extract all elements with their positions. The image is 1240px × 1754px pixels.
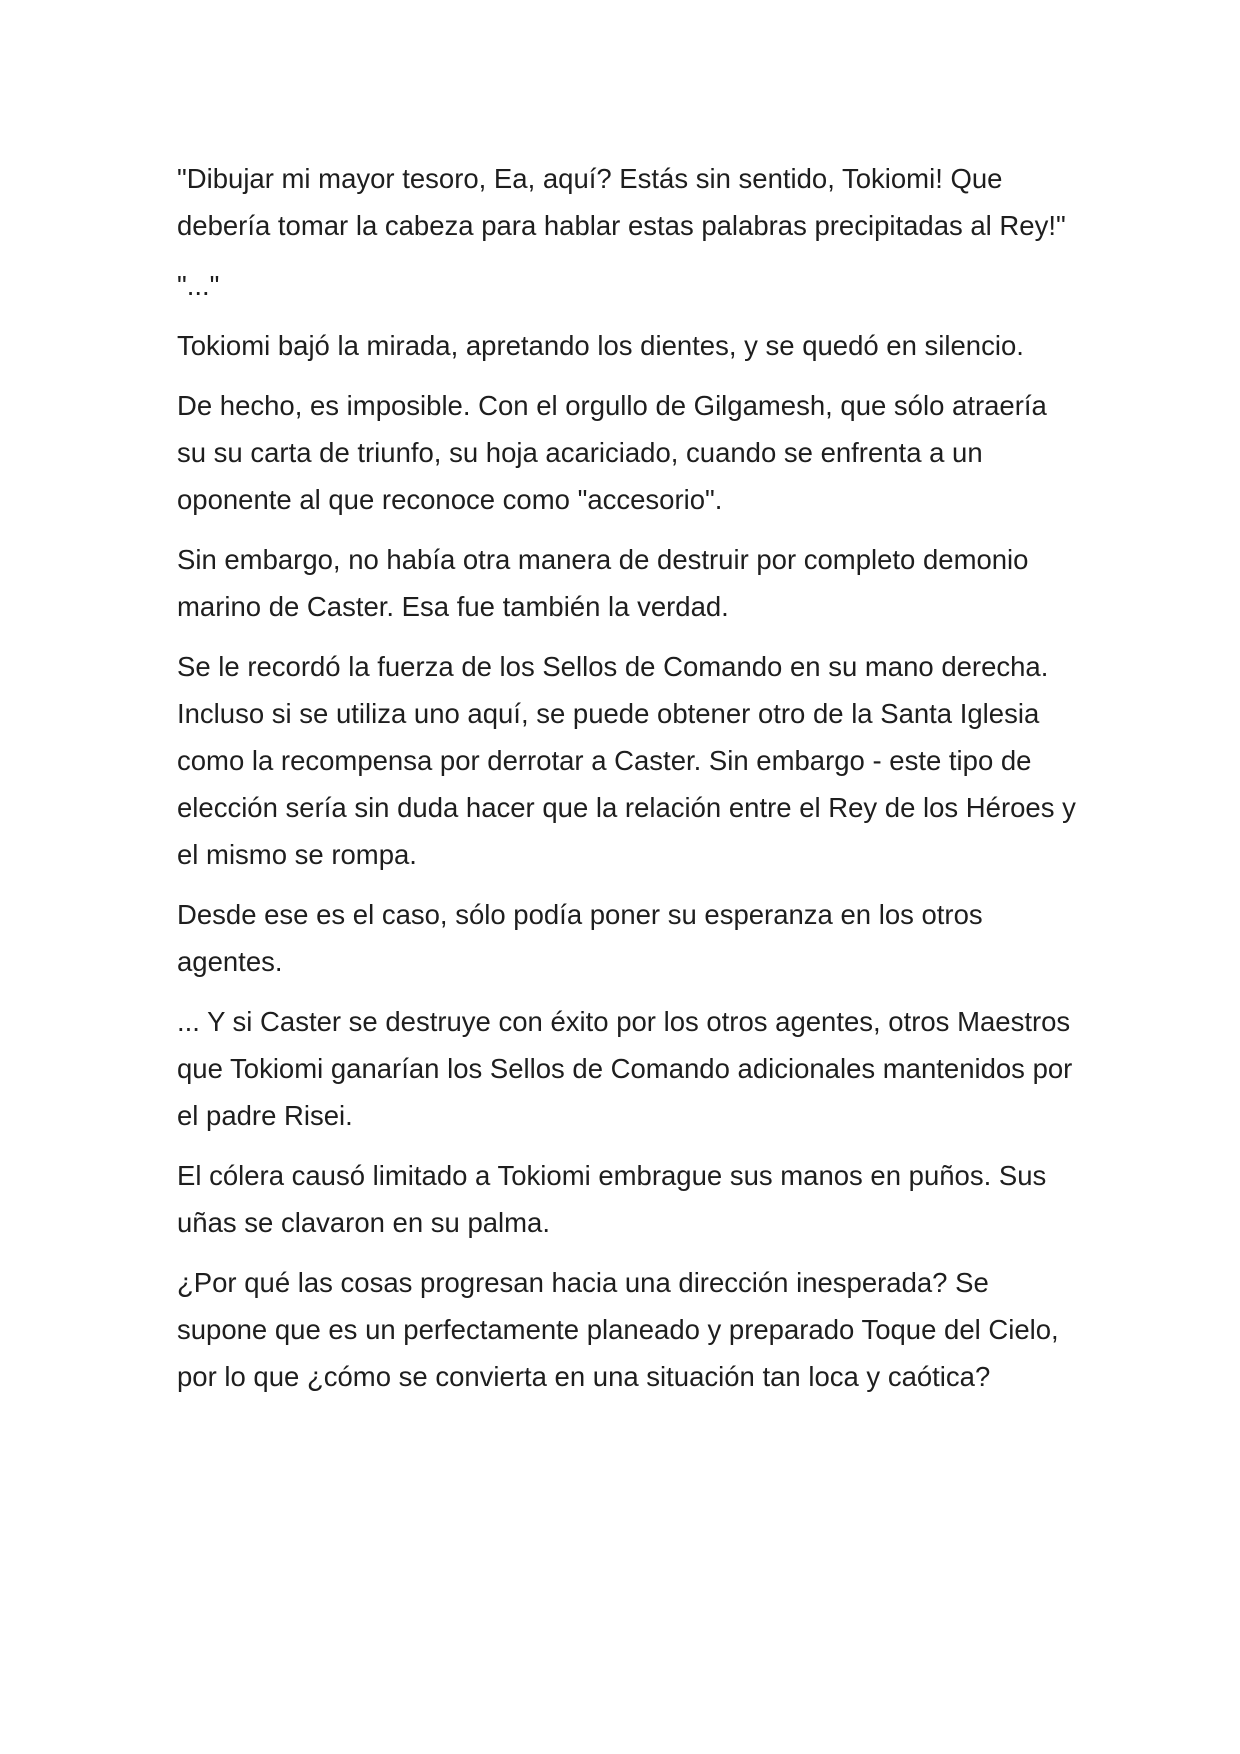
paragraph-9: El cólera causó limitado a Tokiomi embrague sus manos en puños. Sus uñas se clavaron en su palma. [177, 1160, 1047, 1238]
body-text [177, 155, 1077, 1413]
paragraph-3: Tokiomi bajó la mirada, apretando los dientes, y se quedó en silencio. [177, 330, 1024, 361]
paragraph-7: Desde ese es el caso, sólo podía poner su esperanza en los otros agentes. [177, 899, 983, 977]
paragraph-1: "Dibujar mi mayor tesoro, Ea, aquí? Estás sin sentido, Tokiomi! Que debería tomar la cabeza para hablar estas palabras precipitadas al Rey!" [177, 163, 1066, 241]
paragraph-5: Sin embargo, no había otra manera de destruir por completo demonio marino de Caster. Esa fue también la verdad. [177, 544, 1029, 622]
paragraph-8: ... Y si Caster se destruye con éxito por los otros agentes, otros Maestros que Tokiomi ganarían los Sellos de Comando adicionales mantenidos por el padre Risei. [177, 1006, 1073, 1131]
paragraph-6: Se le recordó la fuerza de los Sellos de Comando en su mano derecha. Incluso si se utiliza uno aquí, se puede obtener otro de la Santa Iglesia como la recompensa por derrotar a Caster. Sin embargo - este tipo de elección sería sin duda hacer que la relación entre el Rey de los Héroes y el mismo se rompa. [177, 651, 1076, 870]
paragraph-10: ¿Por qué las cosas progresan hacia una dirección inesperada? Se supone que es un perfectamente planeado y preparado Toque del Cielo, por lo que ¿cómo se convierta en una situación tan loca y caótica? [177, 1267, 1059, 1392]
paragraph-4: De hecho, es imposible. Con el orgullo de Gilgamesh, que sólo atraería su su carta de triunfo, su hoja acariciado, cuando se enfrenta a un oponente al que reconoce como "accesorio". [177, 390, 1047, 515]
paragraph-2: "..." [177, 270, 220, 301]
